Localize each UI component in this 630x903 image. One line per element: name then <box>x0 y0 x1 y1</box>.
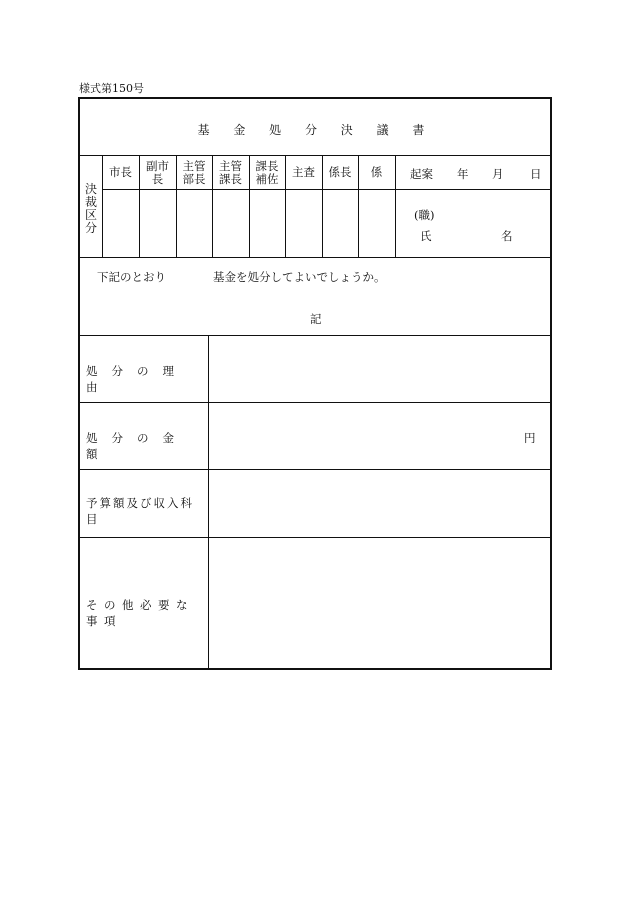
position-label: (職) <box>414 208 435 222</box>
divider <box>80 402 552 403</box>
name-label-mei: 名 <box>501 229 513 243</box>
day-label: 日 <box>530 167 542 181</box>
name-label-shi: 氏 <box>420 229 432 243</box>
approval-header-department-head: 主管 部長 <box>182 158 206 186</box>
statement-prefix: 下記のとおり <box>97 270 166 284</box>
form-number: 様式第150号 <box>79 82 144 95</box>
yen-unit: 円 <box>524 431 536 445</box>
year-label: 年 <box>457 167 469 181</box>
divider <box>102 189 552 190</box>
divider <box>80 469 552 470</box>
divider <box>208 335 209 670</box>
statement-text: 基金を処分してよいでしょうか。 <box>213 270 386 284</box>
approval-header-chief: 主査 <box>292 165 315 179</box>
approval-side-label: 決裁区分 <box>84 182 97 235</box>
divider <box>80 335 552 336</box>
divider <box>80 257 552 258</box>
kian-label: 起案 <box>410 167 433 181</box>
row-label-other: その他必要な事項 <box>86 598 194 628</box>
form-title: 基 金 処 分 決 議 書 <box>197 123 435 137</box>
approval-header-vice-mayor: 副市 長 <box>146 158 169 186</box>
approval-header-subsection-chief: 係長 <box>328 165 352 179</box>
divider <box>395 155 396 257</box>
month-label: 月 <box>492 167 504 181</box>
approval-header-deputy: 課長 補佐 <box>255 158 279 186</box>
decision-form <box>78 97 552 670</box>
divider <box>80 537 552 538</box>
row-label-budget: 予算額及び収入科目 <box>86 496 194 526</box>
ki-label: 記 <box>310 312 322 326</box>
approval-header-mayor: 市長 <box>109 165 132 179</box>
approval-header-staff: 係 <box>370 165 383 179</box>
approval-header-section-head: 主管 課長 <box>219 158 242 186</box>
row-label-amount: 処分の金額 <box>86 431 188 461</box>
row-label-reason: 処分の理由 <box>86 364 188 394</box>
